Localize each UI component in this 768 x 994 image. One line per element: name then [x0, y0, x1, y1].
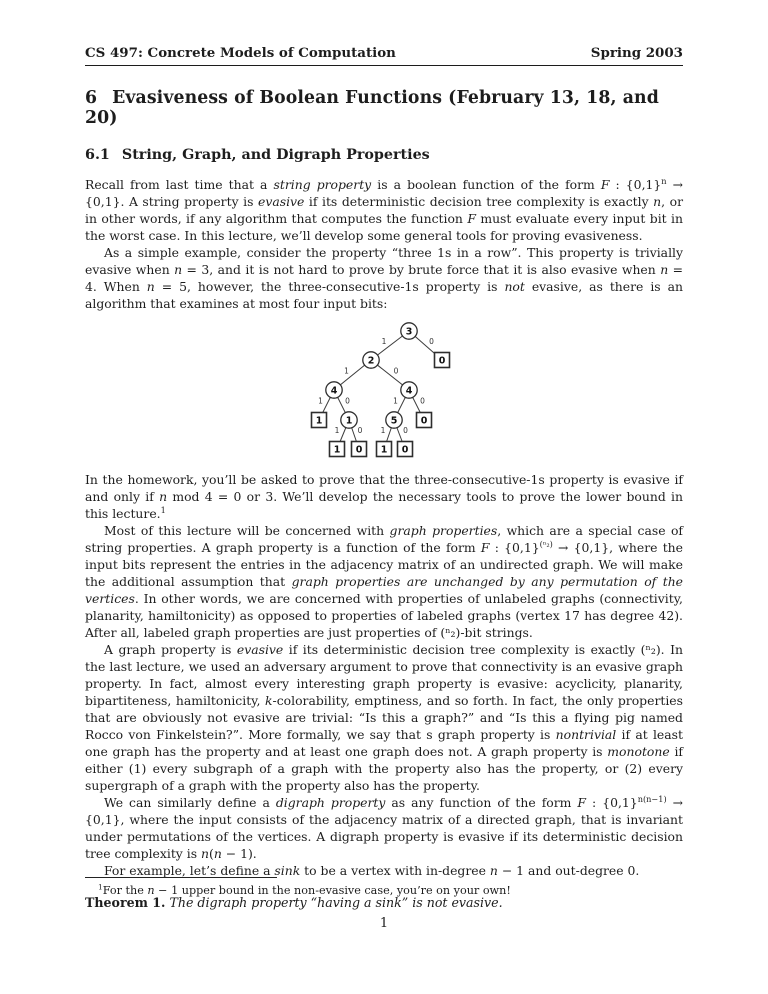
text-segment: → {0,1}. A string property is [85, 177, 683, 209]
text-segment: → {0,1}, where the input bits represent the entries in the adjacency matrix of an undirected graph. We will make the additional assumption that [85, 540, 683, 589]
tree-node-label: 0 [355, 444, 363, 456]
text-segment: = 3, and it is not hard to prove by brute force that it is also evasive when [182, 262, 661, 277]
tree-edge-label: 1 [334, 426, 340, 435]
text-segment: if either (1) every subgraph of a graph with the property also has the property, or (2) every supergraph of a graph with the property also has the property. [85, 744, 683, 793]
tree-edge-label: 0 [420, 396, 425, 406]
text-segment: k [265, 693, 273, 708]
text-segment: graph properties [389, 523, 498, 538]
text-segment: -colorability, emptiness, and so forth. In fact, the only properties that are obviously not evasive are trivial: “Is this a graph?” and “Is this a flying pig named Rocco von Finkelstein?”. More formally, we say that s graph property is [85, 693, 683, 742]
text-segment: n [201, 846, 209, 861]
text-segment: digraph property [275, 795, 386, 810]
tree-edge-label: 1 [393, 396, 398, 406]
text-segment: n [159, 489, 168, 504]
paragraph-homework [85, 471, 683, 522]
tree-edge-label: 0 [393, 366, 399, 376]
text-segment: as any function of the form [385, 795, 578, 810]
page-number: 1 [379, 916, 389, 931]
text-segment: = 5, however, the three-consecutive-1s property is [154, 279, 505, 294]
tree-edge-label: 1 [318, 396, 323, 406]
text-segment: : {0,1} [586, 795, 638, 810]
tree-node-label: 0 [438, 355, 446, 367]
text-segment: Most of this lecture will be concerned with [104, 523, 390, 538]
text-segment: must evaluate every input bit in the worst case. In this lecture, we’ll develop some general tools for proving evasiveness. [85, 211, 683, 243]
text-segment: not [504, 279, 525, 294]
text-segment: For the [102, 884, 148, 897]
text-segment: n [213, 846, 222, 861]
text-segment: evasive [236, 642, 284, 657]
footnote-text [85, 883, 683, 898]
text-segment: In the homework, you’ll be asked to prove that the three-consecutive-1s property is evasive if and only if [85, 472, 683, 504]
superscript-segment: n [661, 175, 667, 186]
subsection-number: 6.1 [85, 147, 110, 163]
text-segment: . In other words, we are concerned with properties of unlabeled graphs (connectivity, planarity, hamiltonicity) as opposed to properties of labeled graphs (vertex 17 has degree 42). After all, labeled graph properties are just properties of (ⁿ₂)-bit strings. [85, 591, 683, 640]
text-segment: As a simple example, consider the property “three 1s in a row”. This property is trivially evasive when [85, 245, 683, 277]
footnote-rule [85, 877, 277, 878]
text-segment: if its deterministic decision tree complexity is exactly [304, 194, 654, 209]
tree-edge-label: 0 [403, 426, 408, 435]
page-header [85, 45, 683, 66]
text-segment: sink [274, 863, 301, 878]
section-heading [85, 88, 683, 128]
tree-node-label: 4 [330, 385, 338, 397]
tree-node-label: 4 [405, 385, 413, 397]
text-segment: We can similarly define a [104, 795, 276, 810]
tree-node-label: 0 [420, 415, 428, 427]
tree-node-label: 1 [333, 444, 341, 456]
section-number: 6 [85, 88, 98, 108]
subsection-title-text: String, Graph, and Digraph Properties [121, 147, 430, 163]
tree-edge-label: 0 [345, 396, 350, 406]
text-segment: n [146, 279, 155, 294]
text-segment: is a boolean function of the form [371, 177, 601, 192]
paragraph-graph-properties [85, 522, 683, 641]
text-segment: string property [273, 177, 372, 192]
header-course-title: CS 497: Concrete Models of Computation [85, 45, 396, 61]
text-segment: to be a vertex with in-degree [300, 863, 490, 878]
tree-edge-label: 1 [381, 337, 387, 346]
text-segment: n [147, 884, 155, 897]
text-segment: : {0,1} [489, 540, 540, 555]
superscript-segment: n(n−1) [637, 793, 667, 804]
text-segment: n [660, 262, 669, 277]
text-segment: − 1 and out-degree 0. [497, 863, 640, 878]
superscript-segment: 1 [98, 882, 103, 892]
text-segment: evasive, as there is an algorithm that examines at most four input bits: [85, 279, 683, 311]
superscript-segment: (ⁿ₂) [539, 538, 553, 549]
text-segment: → {0,1}, where the input consists of the adjacency matrix of a directed graph, that is invariant under permutations of the vertices. A digraph property is evasive if its deterministic decision tree complexity is [85, 795, 684, 861]
text-segment: mod 4 = 0 or 3. We’ll develop the necessary tools to prove the lower bound in this lecture. [85, 489, 683, 521]
tree-node-label: 1 [315, 415, 323, 427]
decision-tree-figure [284, 317, 484, 467]
text-segment: − 1 upper bound in the non-evasive case, you’re on your own! [154, 884, 511, 897]
text-segment: ( [209, 846, 214, 861]
decision-tree-svg [286, 317, 482, 463]
paragraph-three-1s-example [85, 244, 683, 312]
text-segment: , or in other words, if any algorithm that computes the function [85, 194, 683, 226]
superscript-segment: 1 [160, 504, 166, 515]
text-segment: , which are a special case of string properties. A graph property is a function of the form [85, 523, 683, 555]
tree-node-label: 3 [405, 326, 413, 338]
paragraph-string-property [85, 176, 683, 244]
section-title-text: Evasiveness of Boolean Functions (February 13, 18, and 20) [85, 88, 659, 128]
text-segment: nontrivial [555, 727, 617, 742]
tree-edge-label: 1 [380, 426, 386, 435]
text-segment: − 1). [221, 846, 257, 861]
text-segment: if at least one graph has the property and at least one graph does not. A graph property is [85, 727, 683, 759]
tree-node-label: 1 [345, 415, 353, 427]
tree-node-label: 0 [401, 444, 409, 456]
tree-edge-label: 0 [357, 426, 363, 435]
paragraph-digraph-property [85, 794, 683, 862]
text-segment: : {0,1} [609, 177, 662, 192]
text-segment: For example, let’s define a [104, 863, 275, 878]
text-segment: monotone [607, 744, 670, 759]
text-segment: Theorem 1. [85, 895, 166, 910]
text-segment: if its deterministic decision tree complexity is exactly (ⁿ₂). In the last lecture, we used an adversary argument to prove that connectivity is an evasive graph property. In fact, almost every interesting graph property is evasive: acyclicity, planarity, bipartiteness, hamiltonicity, [85, 642, 683, 708]
text-segment: n [174, 262, 183, 277]
tree-node-label: 5 [390, 415, 398, 427]
text-segment: n [489, 863, 498, 878]
text-segment: n [653, 194, 662, 209]
paragraph-evasive-graph-properties [85, 641, 683, 794]
text-segment: F [600, 177, 610, 192]
tree-node-label: 2 [367, 355, 375, 367]
text-segment: evasive [257, 194, 305, 209]
text-segment: A graph property is [104, 642, 237, 657]
text-segment: F [467, 211, 476, 226]
text-segment: F [577, 795, 587, 810]
tree-edge-label: 1 [344, 366, 349, 376]
text-segment: = 4. When [85, 262, 683, 294]
header-term: Spring 2003 [590, 45, 683, 61]
tree-node-label: 1 [380, 444, 388, 456]
text-segment: The digraph property “having a sink” is not evasive. [169, 895, 503, 910]
text-segment: graph properties are unchanged by any permutation of the vertices [85, 574, 684, 606]
text-segment: F [480, 540, 490, 555]
text-segment: Recall from last time that a [85, 177, 274, 192]
tree-edge-label: 0 [429, 337, 434, 346]
subsection-heading [85, 147, 683, 163]
